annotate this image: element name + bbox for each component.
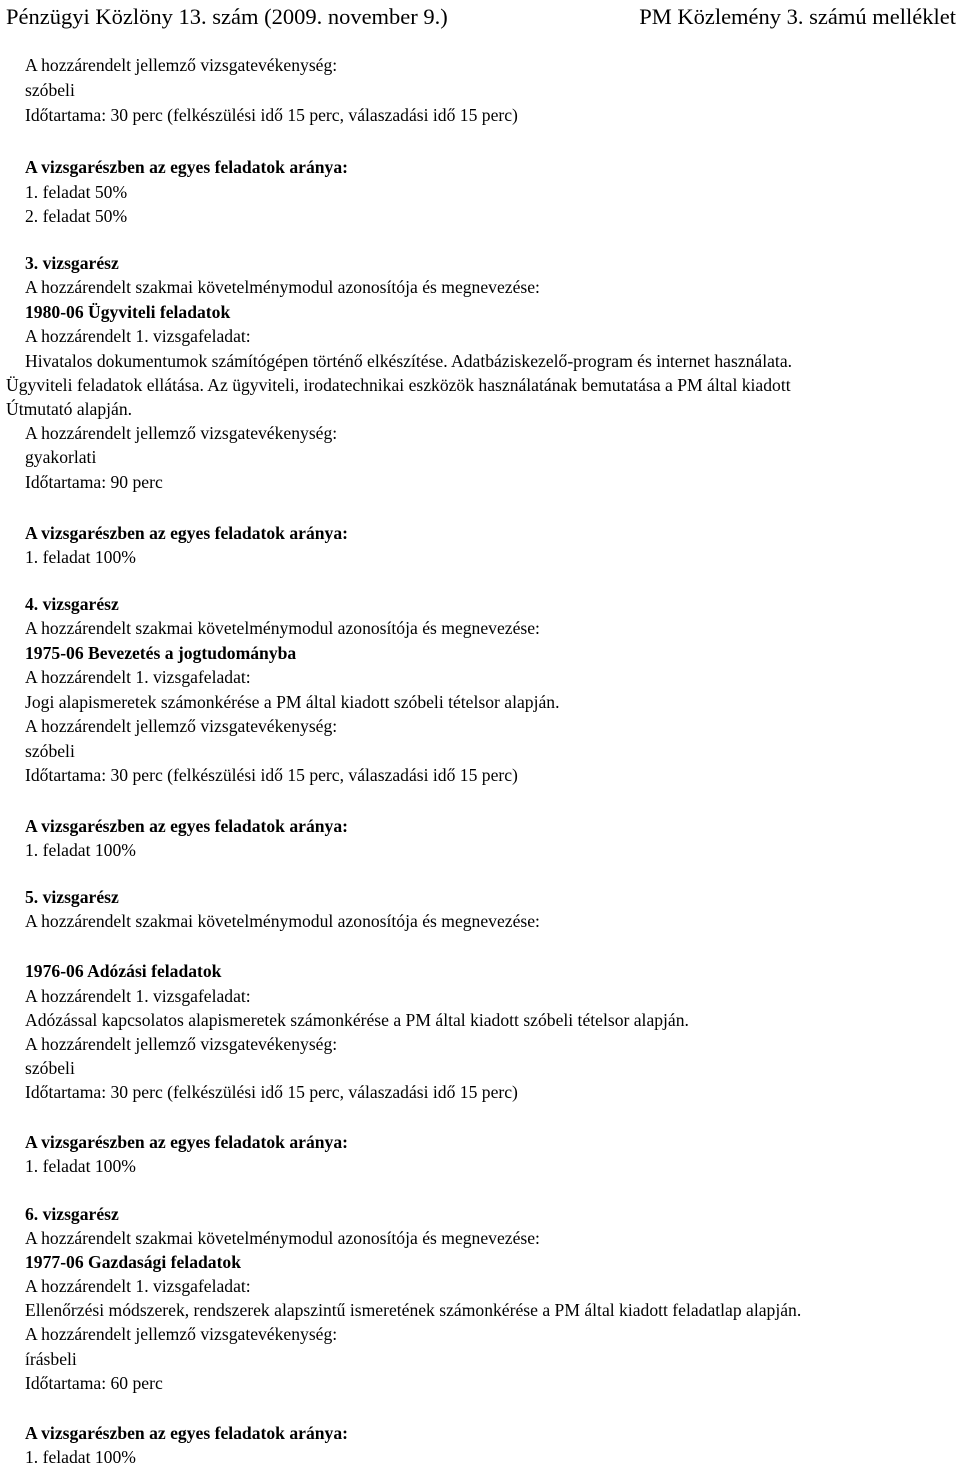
text-line: gyakorlati	[25, 447, 97, 467]
text-line: A hozzárendelt 1. vizsgafeladat:	[25, 326, 251, 346]
text-line: Időtartama: 60 perc	[25, 1373, 163, 1393]
text-line: Időtartama: 30 perc (felkészülési idő 15 perc, válaszadási idő 15 perc)	[25, 1082, 518, 1102]
text-line: 2. feladat 50%	[25, 206, 128, 226]
text-line: Időtartama: 30 perc (felkészülési idő 15 perc, válaszadási idő 15 perc)	[25, 765, 518, 785]
exam-part-title: 5. vizsgarész	[25, 887, 119, 907]
text-line: 1. feladat 100%	[25, 1156, 136, 1176]
text-line: A hozzárendelt szakmai követelménymodul azonosítója és megnevezése:	[25, 911, 540, 931]
section-heading: A vizsgarészben az egyes feladatok aránya:	[25, 1132, 348, 1152]
text-line: Időtartama: 30 perc (felkészülési idő 15 perc, válaszadási idő 15 perc)	[25, 105, 518, 125]
text-line: A hozzárendelt szakmai követelménymodul azonosítója és megnevezése:	[25, 277, 540, 297]
text-line: Adózással kapcsolatos alapismeretek számonkérése a PM által kiadott szóbeli tételsor alapján.	[25, 1010, 689, 1030]
exam-part-title: 3. vizsgarész	[25, 253, 119, 273]
module-title: 1980-06 Ügyviteli feladatok	[25, 302, 231, 322]
text-line: szóbeli	[25, 1058, 75, 1078]
text-line: A hozzárendelt jellemző vizsgatevékenység:	[25, 55, 338, 75]
text-line: A hozzárendelt 1. vizsgafeladat:	[25, 1276, 251, 1296]
text-line: A hozzárendelt 1. vizsgafeladat:	[25, 667, 251, 687]
text-line: Időtartama: 90 perc	[25, 472, 163, 492]
text-line: Ügyviteli feladatok ellátása. Az ügyviteli, irodatechnikai eszközök használatának bemutatása a PM által kiadott	[6, 375, 791, 395]
text-line: A hozzárendelt jellemző vizsgatevékenység:	[25, 1034, 338, 1054]
text-line: Hivatalos dokumentumok számítógépen történő elkészítése. Adatbáziskezelő-program és internet használata.	[25, 351, 793, 371]
exam-part-title: 4. vizsgarész	[25, 594, 119, 614]
exam-part-title: 6. vizsgarész	[25, 1204, 119, 1224]
text-line: Ellenőrzési módszerek, rendszerek alapszintű ismeretének számonkérése a PM által kiadott feladatlap alapján.	[25, 1300, 802, 1320]
text-line: Útmutató alapján.	[6, 399, 133, 419]
text-line: A hozzárendelt jellemző vizsgatevékenység:	[25, 1324, 338, 1344]
text-line: Jogi alapismeretek számonkérése a PM által kiadott szóbeli tételsor alapján.	[25, 692, 560, 712]
text-line: 1. feladat 100%	[25, 547, 136, 567]
section-heading: A vizsgarészben az egyes feladatok aránya:	[25, 1423, 348, 1443]
section-heading: A vizsgarészben az egyes feladatok aránya:	[25, 157, 348, 177]
text-line: A hozzárendelt szakmai követelménymodul azonosítója és megnevezése:	[25, 1228, 540, 1248]
text-line: szóbeli	[25, 741, 75, 761]
text-line: A hozzárendelt szakmai követelménymodul azonosítója és megnevezése:	[25, 618, 540, 638]
module-title: 1976-06 Adózási feladatok	[25, 961, 222, 981]
text-line: A hozzárendelt jellemző vizsgatevékenység:	[25, 423, 338, 443]
text-line: 1. feladat 100%	[25, 1447, 136, 1467]
text-line: A hozzárendelt jellemző vizsgatevékenység:	[25, 716, 338, 736]
page-header	[0, 0, 960, 34]
text-line: 1. feladat 100%	[25, 840, 136, 860]
text-line: 1. feladat 50%	[25, 182, 128, 202]
module-title: 1977-06 Gazdasági feladatok	[25, 1252, 242, 1272]
header-publication: Pénzügyi Közlöny 13. szám (2009. november 9.)	[6, 4, 448, 29]
header-attachment: PM Közlemény 3. számú melléklet	[639, 4, 956, 29]
text-line: A hozzárendelt 1. vizsgafeladat:	[25, 986, 251, 1006]
text-line: írásbeli	[25, 1349, 77, 1369]
section-heading: A vizsgarészben az egyes feladatok aránya:	[25, 523, 348, 543]
text-line: szóbeli	[25, 80, 75, 100]
section-heading: A vizsgarészben az egyes feladatok aránya:	[25, 816, 348, 836]
module-title: 1975-06 Bevezetés a jogtudományba	[25, 643, 297, 663]
